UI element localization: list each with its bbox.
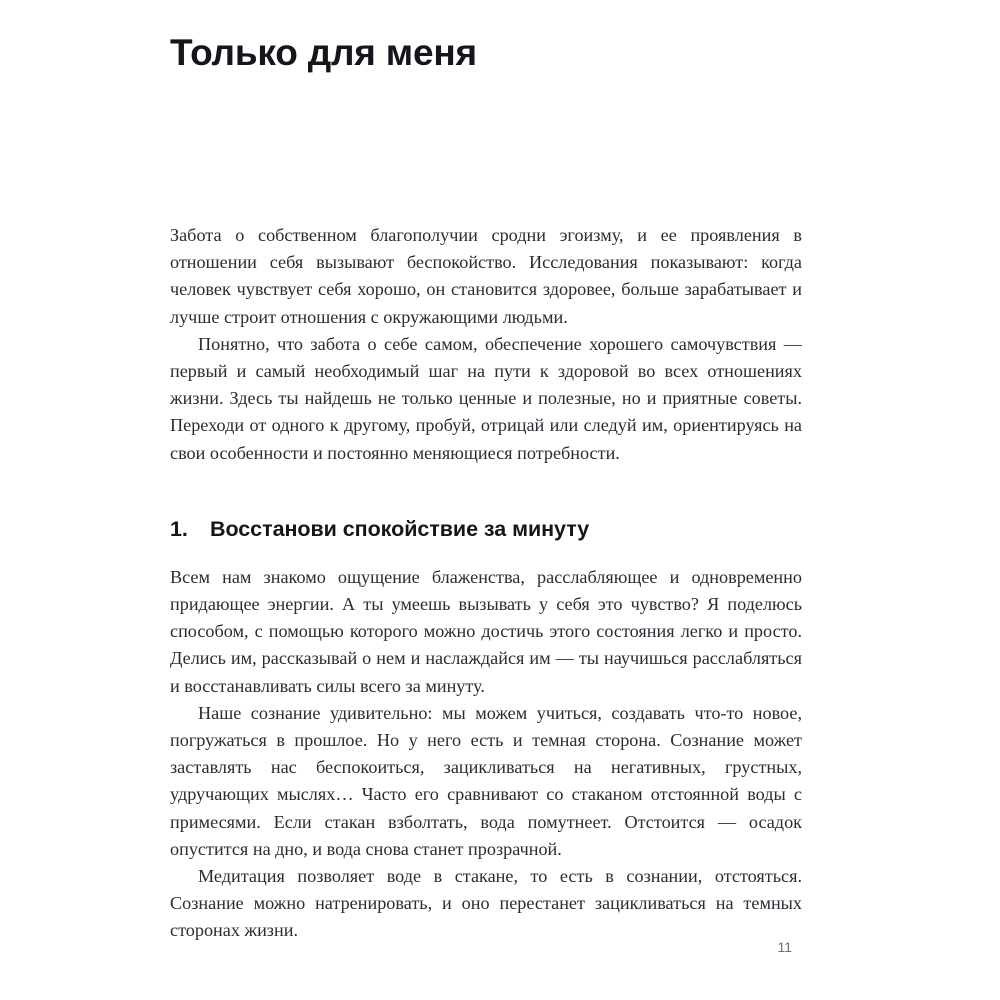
page-number: 11 — [777, 939, 792, 955]
section-heading — [170, 514, 802, 544]
section-number: 1. — [170, 516, 188, 541]
text-column — [170, 222, 802, 945]
heading-spacer-top — [170, 467, 802, 514]
section-paragraph-2: Наше сознание удивительно: мы можем учиться, создавать что-то новое, погружаться в прошлое. Но у него есть и темная сторона. Сознание может заставлять нас беспокоиться, зацикливаться на негативных, грустных, удручающих мыслях… Часто его сравнивают со стаканом отстоянной воды с примесями. Если стакан взболтать, вода помутнеет. Отстоится — осадок опустится на дно, и вода снова станет прозрачной. — [170, 702, 802, 859]
heading-spacer-bottom — [170, 544, 802, 564]
intro-paragraph-2: Понятно, что забота о себе самом, обеспечение хорошего самочувствия — первый и самый необходимый шаг на пути к здоровой во всех отношениях жизни. Здесь ты найдешь не только ценные и полезные, но и приятные советы. Переходи от одного к другому, пробуй, отрицай или следуй им, ориентируясь на свои особенности и постоянно меняющиеся потребности. — [170, 333, 802, 463]
intro-paragraph-1: Забота о собственном благополучии сродни эгоизму, и ее проявления в отношении себя вызывают беспокойство. Исследования показывают: когда человек чувствует себя хорошо, он становится здоровее, больше зарабатывает и лучше строит отношения с окружающими людьми. — [170, 225, 802, 327]
page-title: Только для меня — [170, 32, 477, 73]
section-title: Восстанови спокойствие за минуту — [210, 516, 590, 541]
section-paragraph-1: Всем нам знакомо ощущение блаженства, расслабляющее и одновременно придающее энергии. А ты умеешь вызывать у себя это чувство? Я поделюсь способом, с помощью которого можно достичь этого состояния легко и просто. Делись им, рассказывай о нем и наслаждайся им — ты научишься расслабляться и восстанавливать силы всего за минуту. — [170, 566, 802, 696]
section-paragraph-3: Медитация позволяет воде в стакане, то есть в сознании, отстояться. Сознание можно натренировать, и оно перестанет зацикливаться на темных сторонах жизни. — [170, 866, 802, 941]
